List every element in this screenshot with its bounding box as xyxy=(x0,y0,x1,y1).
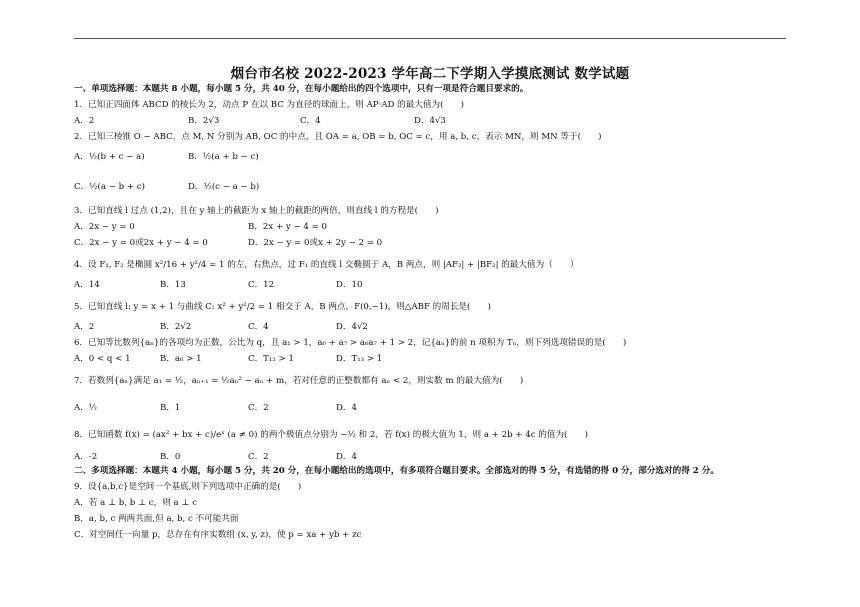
header-rule xyxy=(74,38,786,39)
q3-option-d: D．2x − y = 0或x + 2y − 2 = 0 xyxy=(248,238,383,248)
question-5-stem: 5．已知直线 l: y = x + 1 与曲线 C: x² + y²/2 = 1 相交于 A，B 两点，F(0,−1)，则△ABF 的周长是( ) xyxy=(74,302,491,312)
q7-option-c: C．2 xyxy=(248,403,269,413)
q6-option-b: B．a₆ > 1 xyxy=(160,354,202,364)
q9-option-b: B．a, b, c 两两共面,但 a, b, c 不可能共面 xyxy=(74,514,239,524)
question-4-stem: 4．设 F₁, F₂ 是椭圆 x²/16 + y²/4 = 1 的左，右焦点，过 F₁ 的直线 l 交椭圆于 A，B 两点，则 |AF₂| + |BF₂| 的最大值为（ ） xyxy=(74,260,579,270)
q1-option-b: B．2√3 xyxy=(188,116,220,126)
section-heading-single-choice: 一、单项选择题：本题共 8 小题，每小题 5 分，共 40 分，在每小题给出的四个选项中，只有一项是符合题目要求的。 xyxy=(74,84,529,94)
question-3-stem: 3．已知直线 l 过点 (1,2)，且在 y 轴上的截距为 x 轴上的截距的两倍，则直线 l 的方程是( ) xyxy=(74,206,439,216)
q8-option-b: B．0 xyxy=(160,452,181,462)
q8-option-d: D．4 xyxy=(336,452,357,462)
q5-option-d: D．4√2 xyxy=(336,322,368,332)
page-title: 烟台市名校 2022-2023 学年高二下学期入学摸底测试 数学试题 xyxy=(230,66,630,82)
section-heading-multiple-choice: 二、多项选择题：本题共 4 小题，每小题 5 分，共 20 分，在每小题给出的选项中，有多项符合题目要求。全部选对的得 5 分，有选错的得 0 分，部分选对的得 2 分。 xyxy=(74,466,719,476)
q2-option-c: C．½(a − b + c) xyxy=(74,182,145,192)
q2-option-d: D．½(c − a − b) xyxy=(188,182,260,192)
q2-option-b: B．½(a + b − c) xyxy=(188,152,259,162)
q8-option-a: A．-2 xyxy=(74,452,98,462)
q1-option-a: A．2 xyxy=(74,116,95,126)
q5-option-c: C．4 xyxy=(248,322,269,332)
q4-option-c: C．12 xyxy=(248,280,275,290)
q1-option-c: C．4 xyxy=(300,116,321,126)
question-8-stem: 8．已知函数 f(x) = (ax² + bx + c)/eˣ (a ≠ 0) 的两个极值点分别为 −½ 和 2，若 f(x) 的极大值为 1，则 a + 2b + 4c 的值为( ) xyxy=(74,430,588,440)
q5-option-b: B．2√2 xyxy=(160,322,192,332)
q9-option-a: A．若 a ⊥ b, b ⊥ c，则 a ⊥ c xyxy=(74,498,198,508)
q7-option-a: A．½ xyxy=(74,403,98,413)
q6-option-a: A．0 < q < 1 xyxy=(74,354,131,364)
q7-option-b: B．1 xyxy=(160,403,181,413)
q8-option-c: C．2 xyxy=(248,452,269,462)
question-9-stem: 9．设{a,b,c}是空间一个基底,则下列选项中正确的是( ) xyxy=(74,482,302,492)
q4-option-b: B．13 xyxy=(160,280,186,290)
question-2-stem: 2．已知三棱锥 O − ABC，点 M, N 分别为 AB, OC 的中点，且 OA = a, OB = b, OC = c，用 a, b, c，表示 MN，则 MN 等于( ) xyxy=(74,132,602,142)
question-6-stem: 6．已知等比数列{aₙ}的各项均为正数，公比为 q，且 a₁ > 1，a₆ + a₇ > a₆a₇ + 1 > 2，记{aₙ}的前 n 项积为 Tₙ，则下列选项错误的是( ) xyxy=(74,338,627,348)
q9-option-c: C．对空间任一向量 p，总存在有序实数组 (x, y, z)，使 p = xa + yb + zc xyxy=(74,530,362,540)
question-7-stem: 7．若数列{aₙ}满足 a₁ = ½，aₙ₊₁ = ½aₙ² − aₙ + m，若对任意的正整数都有 aₙ < 2，则实数 m 的最大值为( ) xyxy=(74,376,524,386)
q3-option-b: B．2x + y − 4 = 0 xyxy=(248,222,328,232)
q6-option-c: C．T₁₂ > 1 xyxy=(248,354,294,364)
q4-option-a: A．14 xyxy=(74,280,100,290)
q2-option-a: A．½(b + c − a) xyxy=(74,152,145,162)
q6-option-d: D．T₁₃ > 1 xyxy=(336,354,383,364)
q4-option-d: D．10 xyxy=(336,280,363,290)
q5-option-a: A．2 xyxy=(74,322,95,332)
q7-option-d: D．4 xyxy=(336,403,357,413)
q1-option-d: D．4√3 xyxy=(414,116,446,126)
question-1-stem: 1．已知正四面体 ABCD 的棱长为 2，动点 P 在以 BC 为直径的球面上，则 AP·AD 的最大值为( ) xyxy=(74,100,465,110)
q3-option-c: C．2x − y = 0或2x + y − 4 = 0 xyxy=(74,238,208,248)
q3-option-a: A．2x − y = 0 xyxy=(74,222,135,232)
